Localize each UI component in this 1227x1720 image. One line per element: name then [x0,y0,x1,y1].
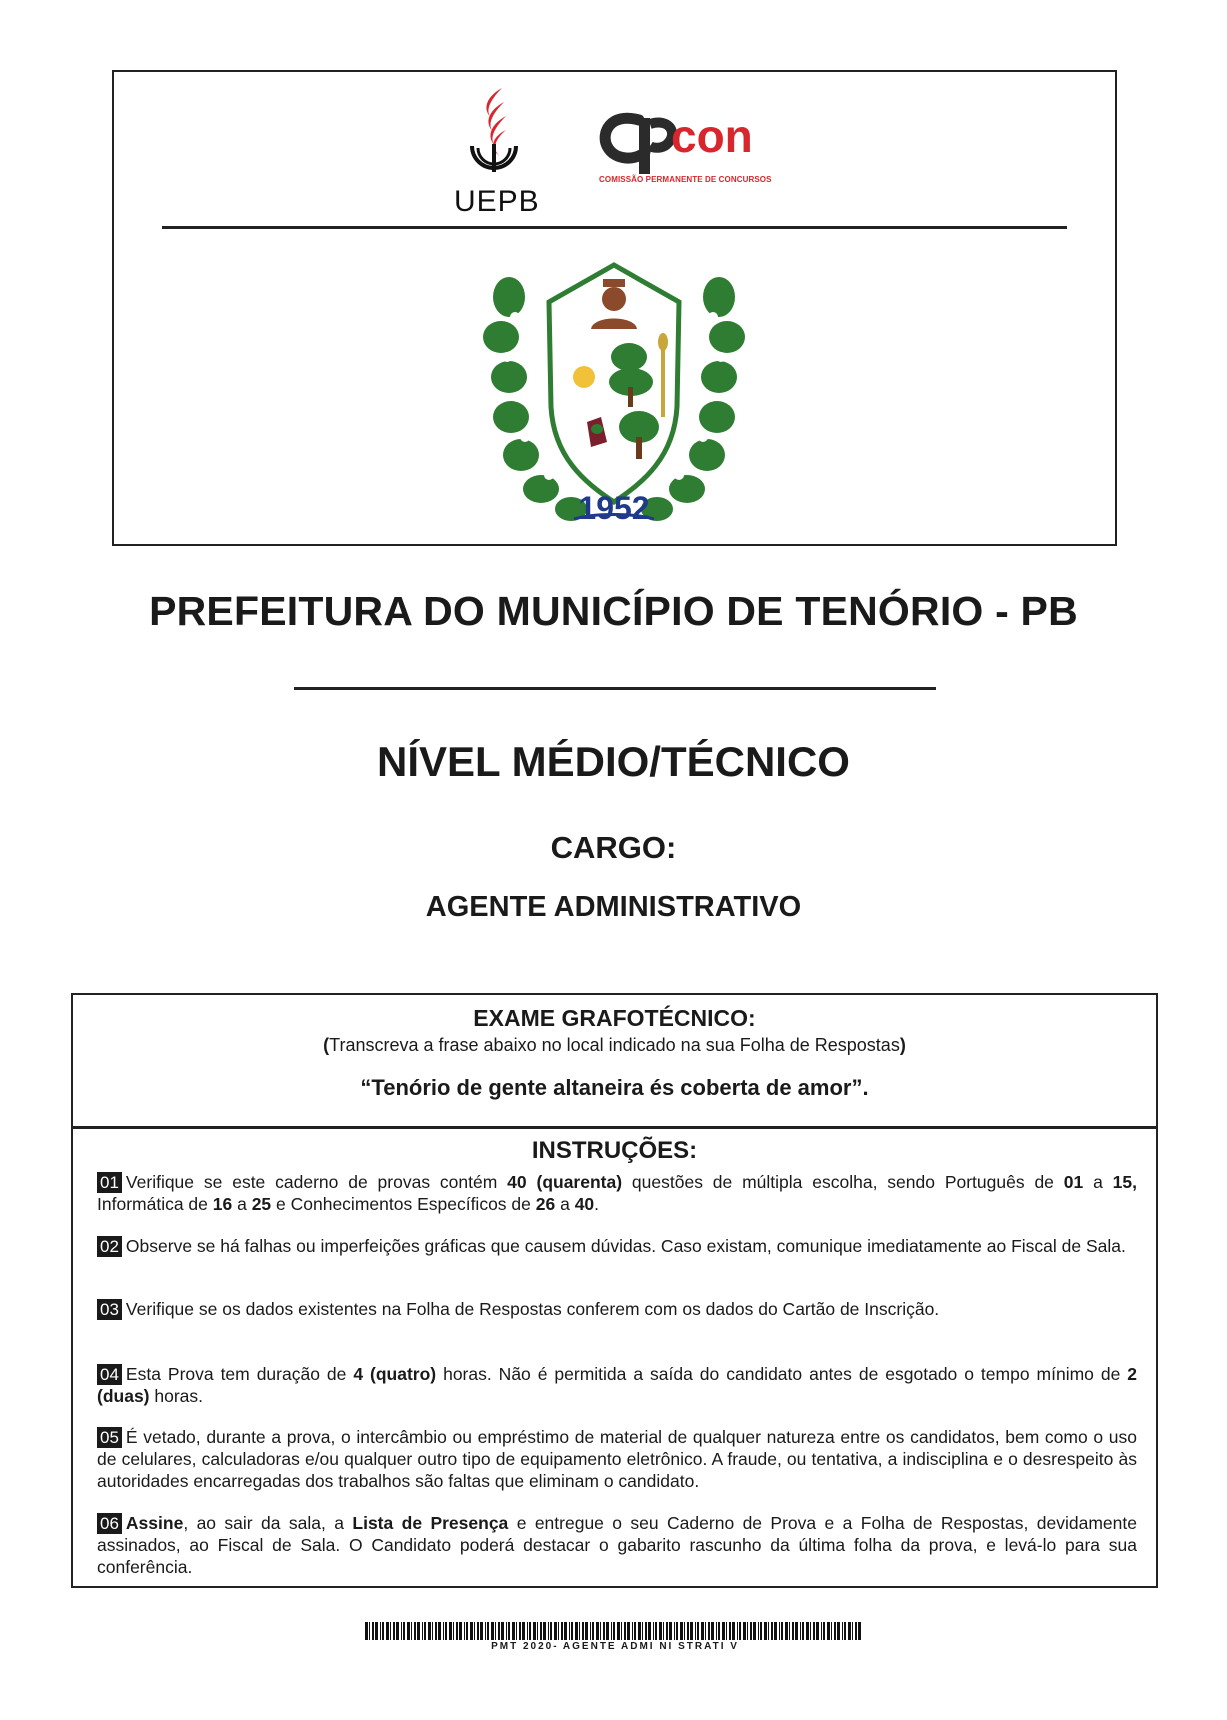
barcode-bar [753,1622,756,1640]
barcode-bar [848,1622,851,1640]
barcode-bar [369,1622,370,1640]
barcode-bar [445,1622,447,1640]
barcode-bar [764,1622,767,1640]
barcode-bar [529,1622,531,1640]
barcode-bar [456,1622,458,1640]
barcode-bar [600,1622,601,1640]
barcode-bar [674,1622,675,1640]
barcode-bar [561,1622,563,1640]
barcode-bar [417,1622,420,1640]
barcode-bar [424,1622,426,1640]
barcode-bar [508,1622,510,1640]
barcode-bar [823,1622,825,1640]
barcode-bar [470,1622,473,1640]
cpcon-mark-icon [599,102,789,174]
barcode-bar [414,1622,416,1640]
barcode-bar [680,1622,683,1640]
barcode-bar [372,1622,374,1640]
barcode-bar [739,1622,741,1640]
instruction-number: 05 [97,1427,122,1448]
barcode-bar [533,1622,536,1640]
barcode-bar [747,1622,748,1640]
exam-divider [73,1126,1156,1129]
barcode-bar [655,1622,657,1640]
uepb-label: UEPB [454,185,540,218]
barcode-bar [842,1622,843,1640]
barcode-bar [813,1622,815,1640]
barcode-bar [606,1622,609,1640]
barcode-bar [638,1622,641,1640]
barcode-bar [571,1622,573,1640]
barcode-bar [768,1622,769,1640]
barcode-bar [569,1622,570,1640]
barcode-bar [737,1622,738,1640]
barcode-bar [558,1622,559,1640]
barcode-bar [382,1622,384,1640]
barcode-bar [771,1622,773,1640]
barcode-bar [540,1622,542,1640]
barcode-bar [827,1622,830,1640]
barcode-bar [855,1622,857,1640]
barcode-bar [821,1622,822,1640]
cpcon-subtitle: COMISSÃO PERMANENTE DE CONCURSOS [599,175,772,184]
barcode-bar [522,1622,525,1640]
barcode-bar [596,1622,599,1640]
barcode-bar [697,1622,699,1640]
barcode-bar [684,1622,685,1640]
barcode-bar [834,1622,836,1640]
barcode-bar [837,1622,840,1640]
exam-title: EXAME GRAFOTÉCNICO: [473,1005,756,1031]
barcode-bar [705,1622,706,1640]
barcode-bar [653,1622,654,1640]
barcode-bar [690,1622,693,1640]
barcode-bar [676,1622,678,1640]
barcode-bar [466,1622,468,1640]
uepb-flame-icon [454,84,534,184]
barcode-bar [701,1622,704,1640]
barcode-bar [407,1622,410,1640]
instruction-item: 04 Esta Prova tem duração de 4 (quatro) horas. Não é permitida a saída do candidato antes de esgotado o tempo mínimo de 2 (duas) horas. [97,1364,1138,1406]
barcode-bar [758,1622,759,1640]
barcode-bar [802,1622,804,1640]
instructions-title: INSTRUÇÕES: [531,1137,698,1164]
barcode-bar [443,1622,444,1640]
barcode [365,1622,865,1640]
barcode-bar [548,1622,549,1640]
barcode-bar [543,1622,546,1640]
barcode-bar [718,1622,720,1640]
barcode-bar [487,1622,489,1640]
barcode-bar [603,1622,605,1640]
barcode-bar [779,1622,780,1640]
barcode-bar [666,1622,668,1640]
instruction-number: 02 [97,1236,122,1257]
barcode-bar [485,1622,486,1640]
barcode-bar [422,1622,423,1640]
barcode-bar [432,1622,433,1640]
municipal-crest [479,257,749,537]
logo-divider [162,226,1067,229]
barcode-bar [428,1622,431,1640]
barcode-bar [624,1622,626,1640]
barcode-bar [781,1622,783,1640]
barcode-bar [695,1622,696,1640]
barcode-bar [464,1622,465,1640]
title-divider [294,687,936,690]
barcode-bar [438,1622,441,1640]
barcode-bar [380,1622,381,1640]
barcode-bar [403,1622,405,1640]
cargo-value: AGENTE ADMINISTRATIVO [425,891,802,923]
barcode-bar [613,1622,615,1640]
barcode-bar [585,1622,588,1640]
cpcon-logo [599,102,789,184]
exam-subtitle: (Transcreva a frase abaixo no local indicado na sua Folha de Respostas) [323,1035,906,1055]
instruction-number: 01 [97,1172,122,1193]
barcode-bar [453,1622,454,1640]
barcode-bar [474,1622,475,1640]
barcode-bar [716,1622,717,1640]
instruction-number: 04 [97,1364,122,1385]
exam-instructions-box [71,993,1158,1588]
crest-year: 1952 [578,490,650,526]
barcode-bar [617,1622,620,1640]
barcode-bar [642,1622,643,1640]
instruction-item: 02 Observe se há falhas ou imperfeições gráficas que causem dúvidas. Caso existam, comunique imediatamente ao Fiscal de Sala. [97,1235,1137,1257]
barcode-bar [390,1622,391,1640]
barcode-bar [774,1622,777,1640]
barcode-bar [806,1622,809,1640]
barcode-bar [659,1622,662,1640]
instruction-item: 03 Verifique se os dados existentes na Folha de Respostas conferem com os dados do Cartão de Inscrição. [97,1298,1137,1320]
barcode-bar [512,1622,515,1640]
barcode-bar [590,1622,591,1640]
barcode-bar [858,1622,861,1640]
barcode-bar [687,1622,689,1640]
barcode-bar [729,1622,731,1640]
barcode-bar [795,1622,798,1640]
barcode-bar [708,1622,710,1640]
barcode-bar [627,1622,630,1640]
barcode-bar [579,1622,580,1640]
barcode-bar [831,1622,832,1640]
barcode-bar [785,1622,788,1640]
barcode-bar [516,1622,517,1640]
cargo-label: CARGO: [550,830,677,865]
barcode-bar [852,1622,853,1640]
barcode-bar [760,1622,762,1640]
instruction-item: 06 Assine, ao sair da sala, a Lista de Presença e entregue o seu Caderno de Prova e a Folha de Respostas, devidamente assinados, ao Fiscal de Sala. O Candidato poderá destacar o gabarito rascunho da última folha da prova, e levá-lo para sua conferência. [97,1513,1137,1577]
municipality-title: PREFEITURA DO MUNICÍPIO DE TENÓRIO - PB [149,588,1078,634]
barcode-bar [743,1622,746,1640]
barcode-bar [480,1622,483,1640]
barcode-bar [537,1622,538,1640]
barcode-bar [592,1622,594,1640]
barcode-text: PMT 2020- AGENTE ADMI NI STRATI V [491,1641,739,1652]
barcode-bar [495,1622,496,1640]
barcode-bar [575,1622,578,1640]
barcode-bar [632,1622,633,1640]
barcode-bar [726,1622,727,1640]
barcode-bar [527,1622,528,1640]
barcode-bar [722,1622,725,1640]
barcode-bar [634,1622,636,1640]
uepb-logo [454,84,540,219]
barcode-bar [669,1622,672,1640]
cpcon-wordmark: con [671,110,753,162]
barcode-bar [554,1622,557,1640]
exam-phrase: “Tenório de gente altaneira és coberta de amor”. [360,1075,869,1100]
barcode-bar [582,1622,584,1640]
barcode-bar [750,1622,752,1640]
barcode-bar [375,1622,378,1640]
sun-icon [573,366,595,388]
barcode-bar [501,1622,504,1640]
barcode-bar [411,1622,412,1640]
barcode-bar [645,1622,647,1640]
barcode-bar [789,1622,790,1640]
barcode-bar [844,1622,846,1640]
barcode-bar [792,1622,794,1640]
barcode-bar [396,1622,399,1640]
barcode-bar [550,1622,552,1640]
instruction-number: 06 [97,1513,122,1534]
barcode-bar [732,1622,735,1640]
instruction-number: 03 [97,1299,122,1320]
barcode-bar [800,1622,801,1640]
barcode-bar [816,1622,819,1640]
barcode-bar [506,1622,507,1640]
barcode-bar [564,1622,567,1640]
level-title: NÍVEL MÉDIO/TÉCNICO [377,738,850,785]
barcode-bar [663,1622,664,1640]
barcode-bar [477,1622,479,1640]
instruction-item: 05 É vetado, durante a prova, o intercâmbio ou empréstimo de material de qualquer natureza entre os candidatos, bem como o uso de celulares, calculadoras e/ou qualquer outro tipo de equipamento eletrônico. A fraude, ou tentativa, a indisciplina e o desrespeito às autoridades encarregadas dos trabalhos são faltas que eliminam o candidato. [97,1427,1137,1491]
barcode-bar [393,1622,395,1640]
barcode-bar [459,1622,462,1640]
barcode-bar [810,1622,811,1640]
barcode-bar [491,1622,494,1640]
barcode-bar [449,1622,452,1640]
barcode-bar [519,1622,521,1640]
barcode-bar [711,1622,714,1640]
header-box [112,70,1117,546]
barcode-bar [498,1622,500,1640]
barcode-bar [611,1622,612,1640]
barcode-bar [401,1622,402,1640]
instruction-item: 01 Verifique se este caderno de provas contém 40 (quarenta) questões de múltipla escolha, sendo Português de 01 a 15, Informática de 16 a 25 e Conhecimentos Específicos de 26 a 40. [97,1172,1137,1214]
barcode-bar [621,1622,622,1640]
barcode-bar [648,1622,651,1640]
barcode-bar [386,1622,389,1640]
barcode-bar [435,1622,437,1640]
barcode-bar [365,1622,368,1640]
